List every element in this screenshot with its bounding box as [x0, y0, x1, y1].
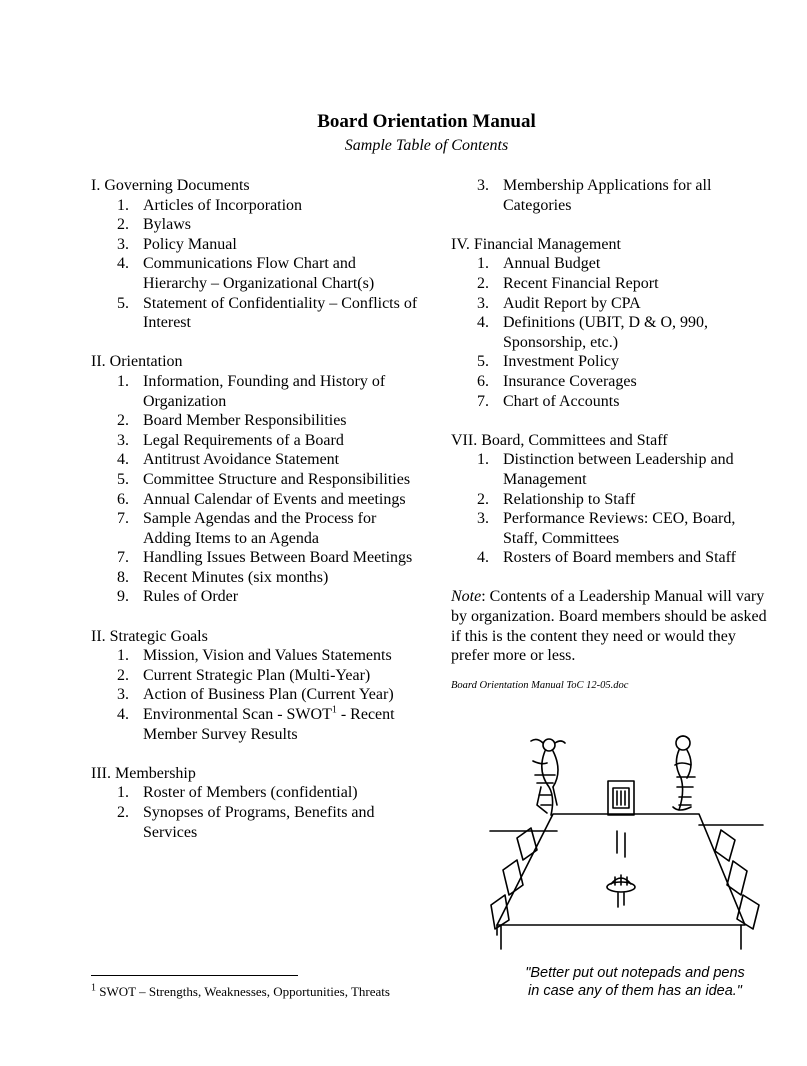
section-heading: IV. Financial Management [451, 235, 621, 253]
list-item: 2. Relationship to Staff [477, 490, 636, 508]
list-item: 2. Current Strategic Plan (Multi-Year) [117, 666, 371, 684]
list-item: 5. Statement of Confidentiality – Conflicts of Interest [117, 294, 418, 332]
note-label: Note [451, 588, 482, 606]
section-heading: II. Orientation [91, 353, 183, 371]
list-item: 3. Policy Manual [117, 235, 237, 253]
footnote: $^1$ SWOT – Strengths, Weaknesses, Opportunities, Threats [91, 982, 390, 999]
list-item: 7. Handling Issues Between Board Meetings [117, 549, 413, 567]
list-item: 3. Membership Applications for all Categories [477, 177, 712, 214]
footnote-mark: 1 [91, 982, 96, 994]
list-item: 5. Committee Structure and Responsibilities [117, 470, 411, 488]
list-item: 2. Board Member Responsibilities [117, 412, 347, 430]
boardroom-cartoon [487, 735, 765, 960]
section-strategic-goals [91, 627, 421, 745]
list-item: 3. Performance Reviews: CEO, Board, Staff, Committees [477, 510, 736, 547]
list-item: 2. Recent Financial Report [477, 274, 659, 292]
list-item: 1. Distinction between Leadership and Management [477, 451, 734, 488]
list-item: 2. Bylaws [117, 216, 191, 234]
list-item: 4. Communications Flow Chart and Hierarchy – Organizational Chart(s) [117, 255, 375, 292]
section-governing-documents [91, 176, 421, 333]
footnote-divider [91, 975, 298, 976]
list-item: 3. Audit Report by CPA [477, 294, 641, 312]
list-item: 4. Environmental Scan - SWOT$^1$ - Recent Member Survey Results [117, 704, 395, 743]
list-item: 6. Insurance Coverages [477, 372, 637, 390]
section-membership [91, 764, 421, 842]
cartoon-caption: "Better put out notepads and pens in case any of them has an idea." [525, 965, 745, 999]
section-orientation [91, 352, 421, 607]
section-heading: I. Governing Documents [91, 177, 250, 194]
list-item: 7. Chart of Accounts [477, 392, 620, 410]
list-item: 6. Annual Calendar of Events and meetings [117, 490, 406, 508]
section-financial-management [451, 235, 771, 411]
page-title: Board Orientation Manual [317, 111, 536, 132]
section-heading: VII. Board, Committees and Staff [451, 431, 668, 449]
list-item: 1. Annual Budget [477, 255, 601, 273]
list-item: 1. Roster of Members (confidential) [117, 784, 358, 802]
list-item: 4. Rosters of Board members and Staff [477, 549, 736, 567]
page-subtitle: Sample Table of Contents [344, 137, 509, 154]
list-item: 1. Information, Founding and History of Organization [117, 372, 386, 410]
left-column [91, 176, 421, 842]
list-item: 3. Legal Requirements of a Board [117, 431, 344, 449]
list-item: 4. Antitrust Avoidance Statement [117, 451, 340, 469]
list-item: 3. Action of Business Plan (Current Year) [117, 686, 394, 704]
list-item: 1. Articles of Incorporation [117, 196, 303, 214]
section-membership-continued [451, 176, 771, 215]
section-heading: III. Membership [91, 764, 196, 782]
footnote-ref: 1 [331, 704, 337, 716]
right-column [451, 176, 771, 695]
list-item: 8. Recent Minutes (six months) [117, 568, 329, 586]
section-heading: II. Strategic Goals [91, 627, 208, 645]
list-item: 7. Sample Agendas and the Process for Adding Items to an Agenda [117, 510, 377, 547]
list-item: 4. Definitions (UBIT, D & O, 990, Sponsorship, etc.) [477, 314, 709, 351]
note-paragraph: Note: Contents of a Leadership Manual will vary by organization. Board members should be asked if this is the content they need or would they prefer more or less. [451, 588, 767, 665]
list-item: 2. Synopses of Programs, Benefits and Services [117, 804, 375, 841]
list-item: 9. Rules of Order [117, 588, 239, 606]
list-item: 1. Mission, Vision and Values Statements [117, 647, 392, 665]
section-board-committees-staff [451, 431, 771, 568]
document-reference: Board Orientation Manual ToC 12-05.doc [451, 679, 629, 691]
list-item: 5. Investment Policy [477, 353, 619, 371]
